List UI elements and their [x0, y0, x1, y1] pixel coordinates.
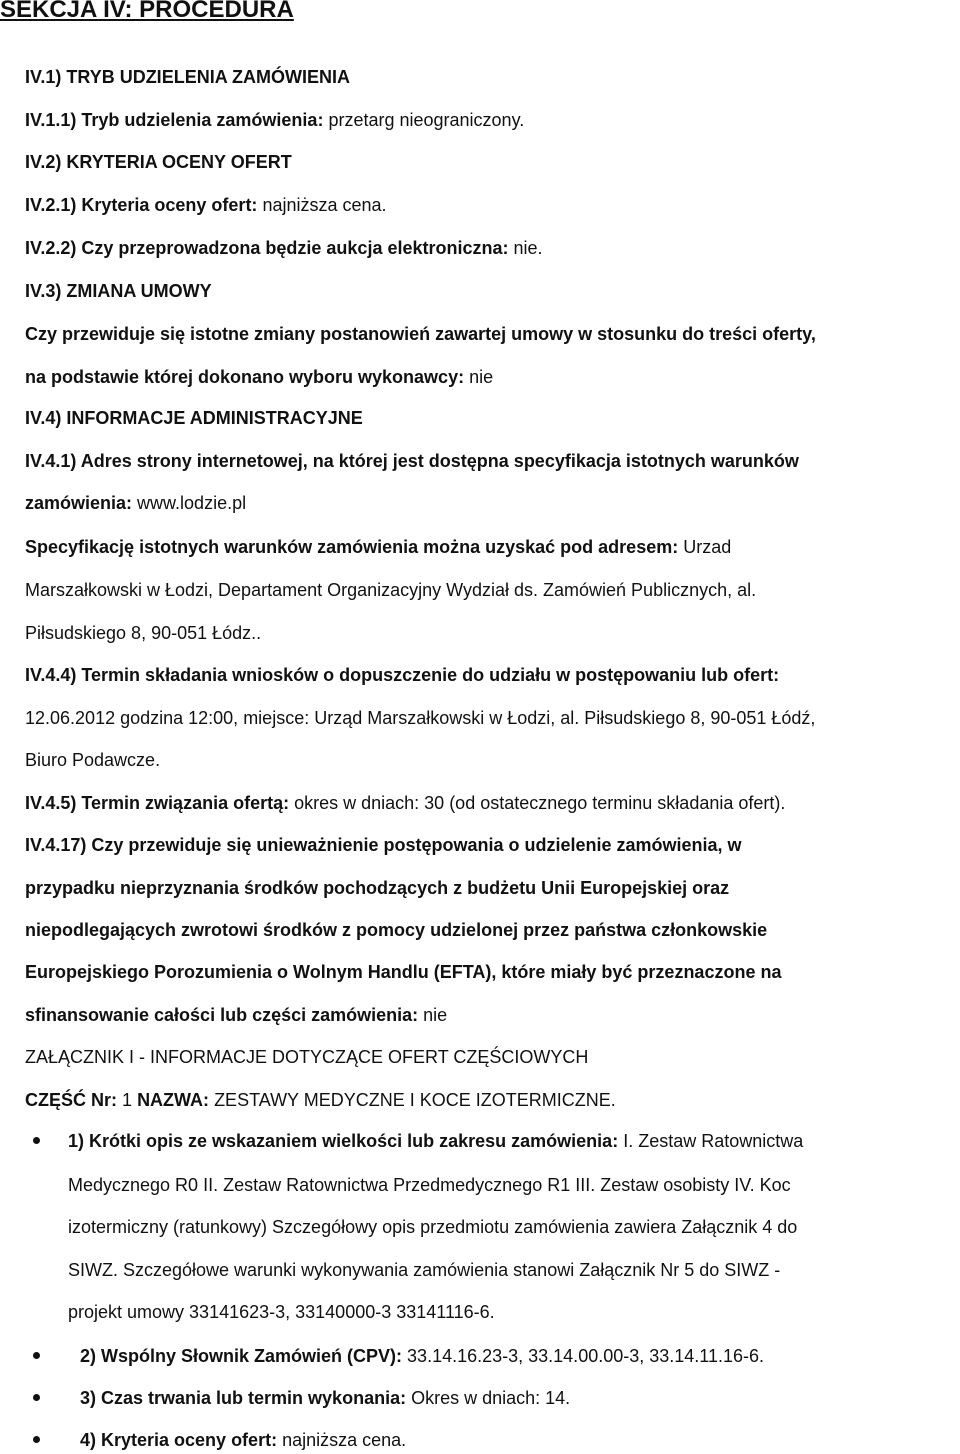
line-spec-3: Piłsudskiego 8, 90-051 Łódz..	[25, 623, 262, 643]
label: Specyfikację istotnych warunków zamówienia można uzyskać pod adresem:	[25, 537, 679, 557]
bullet3-line	[80, 1387, 570, 1409]
annex-title: ZAŁĄCZNIK I - INFORMACJE DOTYCZĄCE OFERT CZĘŚCIOWYCH	[25, 1047, 589, 1067]
label: 4) Kryteria oceny ofert:	[80, 1430, 278, 1450]
line-iv3-q1: Czy przewiduje się istotne zmiany postanowień zawartej umowy w stosunku do treści oferty,	[25, 324, 816, 344]
value: nie	[469, 367, 494, 387]
value: I. Zestaw Ratownictwa	[623, 1131, 804, 1151]
heading-iv1: IV.1) TRYB UDZIELENIA ZAMÓWIENIA	[25, 67, 351, 87]
label: zamówienia:	[25, 493, 133, 513]
line-iv4-4-v1: 12.06.2012 godzina 12:00, miejsce: Urząd Marszałkowski w Łodzi, al. Piłsudskiego 8, 90-051 Łódź,	[25, 708, 816, 728]
part-line	[25, 1089, 616, 1111]
bullet2-line	[80, 1345, 764, 1367]
value: Okres w dniach: 14.	[411, 1388, 571, 1408]
label: 2) Wspólny Słownik Zamówień (CPV):	[80, 1346, 403, 1366]
part-number: 1	[122, 1090, 133, 1110]
value: Urzad	[683, 537, 732, 557]
line-iv1-1	[25, 109, 524, 131]
section-title: SEKCJA IV: PROCEDURA	[0, 0, 294, 23]
line-iv4-4-v2: Biuro Podawcze.	[25, 750, 161, 770]
value: najniższa cena.	[282, 1430, 407, 1450]
bullet1-line2: Medycznego R0 II. Zestaw Ratownictwa Przedmedycznego R1 III. Zestaw osobisty IV. Koc	[68, 1175, 791, 1195]
bullet4-line	[80, 1429, 406, 1451]
label: 3) Czas trwania lub termin wykonania:	[80, 1388, 407, 1408]
line-iv4-17-3: niepodlegających zwrotowi środków z pomocy udzielonej przez państwa członkowskie	[25, 920, 768, 940]
line-iv4-17-4: Europejskiego Porozumienia o Wolnym Handlu (EFTA), które miały być przeznaczone na	[25, 962, 782, 982]
heading-iv3: IV.3) ZMIANA UMOWY	[25, 281, 212, 301]
bullet1-line3: izotermiczny (ratunkowy) Szczegółowy opis przedmiotu zamówienia zawiera Załącznik 4 do	[68, 1217, 798, 1237]
value: okres w dniach: 30 (od ostatecznego terminu składania ofert).	[294, 793, 786, 813]
bullet-dot	[33, 1436, 40, 1443]
line-iv2-1	[25, 194, 387, 216]
line-spec-1	[25, 536, 731, 558]
value: najniższa cena.	[262, 195, 387, 215]
bullet1-line5: projekt umowy 33141623-3, 33140000-3 33141116-6.	[68, 1302, 495, 1322]
bullet-dot	[33, 1394, 40, 1401]
line-iv4-17-1: IV.4.17) Czy przewiduje się unieważnienie postępowania o udzielenie zamówienia, w	[25, 835, 742, 855]
label: IV.1.1) Tryb udzielenia zamówienia:	[25, 110, 324, 130]
heading-iv2: IV.2) KRYTERIA OCENY OFERT	[25, 152, 292, 172]
bullet-dot	[33, 1352, 40, 1359]
heading-iv4: IV.4) INFORMACJE ADMINISTRACYJNE	[25, 408, 363, 428]
label: 1) Krótki opis ze wskazaniem wielkości lub zakresu zamówienia:	[68, 1131, 619, 1151]
line-iv3-q2	[25, 366, 493, 388]
line-iv2-2	[25, 237, 543, 259]
line-iv4-5	[25, 792, 785, 814]
line-iv4-17-2: przypadku nieprzyznania środków pochodzących z budżetu Unii Europejskiej oraz	[25, 878, 730, 898]
bullet-dot	[33, 1137, 40, 1144]
value: 33.14.16.23-3, 33.14.00.00-3, 33.14.11.16-6.	[407, 1346, 764, 1366]
part-name-label: NAZWA:	[137, 1090, 210, 1110]
line-iv4-17-5	[25, 1004, 447, 1026]
label: IV.2.1) Kryteria oceny ofert:	[25, 195, 258, 215]
label: IV.2.2) Czy przeprowadzona będzie aukcja elektroniczna:	[25, 238, 509, 258]
label: na podstawie której dokonano wyboru wykonawcy:	[25, 367, 465, 387]
website-value: www.lodzie.pl	[137, 493, 247, 513]
value: nie.	[513, 238, 543, 258]
part-label: CZĘŚĆ Nr:	[25, 1090, 118, 1110]
bullet1-line1	[68, 1130, 803, 1152]
line-iv4-4-label: IV.4.4) Termin składania wniosków o dopuszczenie do udziału w postępowaniu lub ofert:	[25, 665, 780, 685]
line-spec-2: Marszałkowski w Łodzi, Departament Organizacyjny Wydział ds. Zamówień Publicznych, al.	[25, 580, 757, 600]
value: przetarg nieograniczony.	[328, 110, 525, 130]
value: nie	[423, 1005, 448, 1025]
label: IV.4.5) Termin związania ofertą:	[25, 793, 290, 813]
label: sfinansowanie całości lub części zamówienia:	[25, 1005, 419, 1025]
line-iv4-1-a: IV.4.1) Adres strony internetowej, na której jest dostępna specyfikacja istotnych warunków	[25, 451, 799, 471]
bullet1-line4: SIWZ. Szczegółowe warunki wykonywania zamówienia stanowi Załącznik Nr 5 do SIWZ -	[68, 1260, 781, 1280]
line-iv4-1-b	[25, 492, 246, 514]
part-name-value: ZESTAWY MEDYCZNE I KOCE IZOTERMICZNE.	[214, 1090, 616, 1110]
